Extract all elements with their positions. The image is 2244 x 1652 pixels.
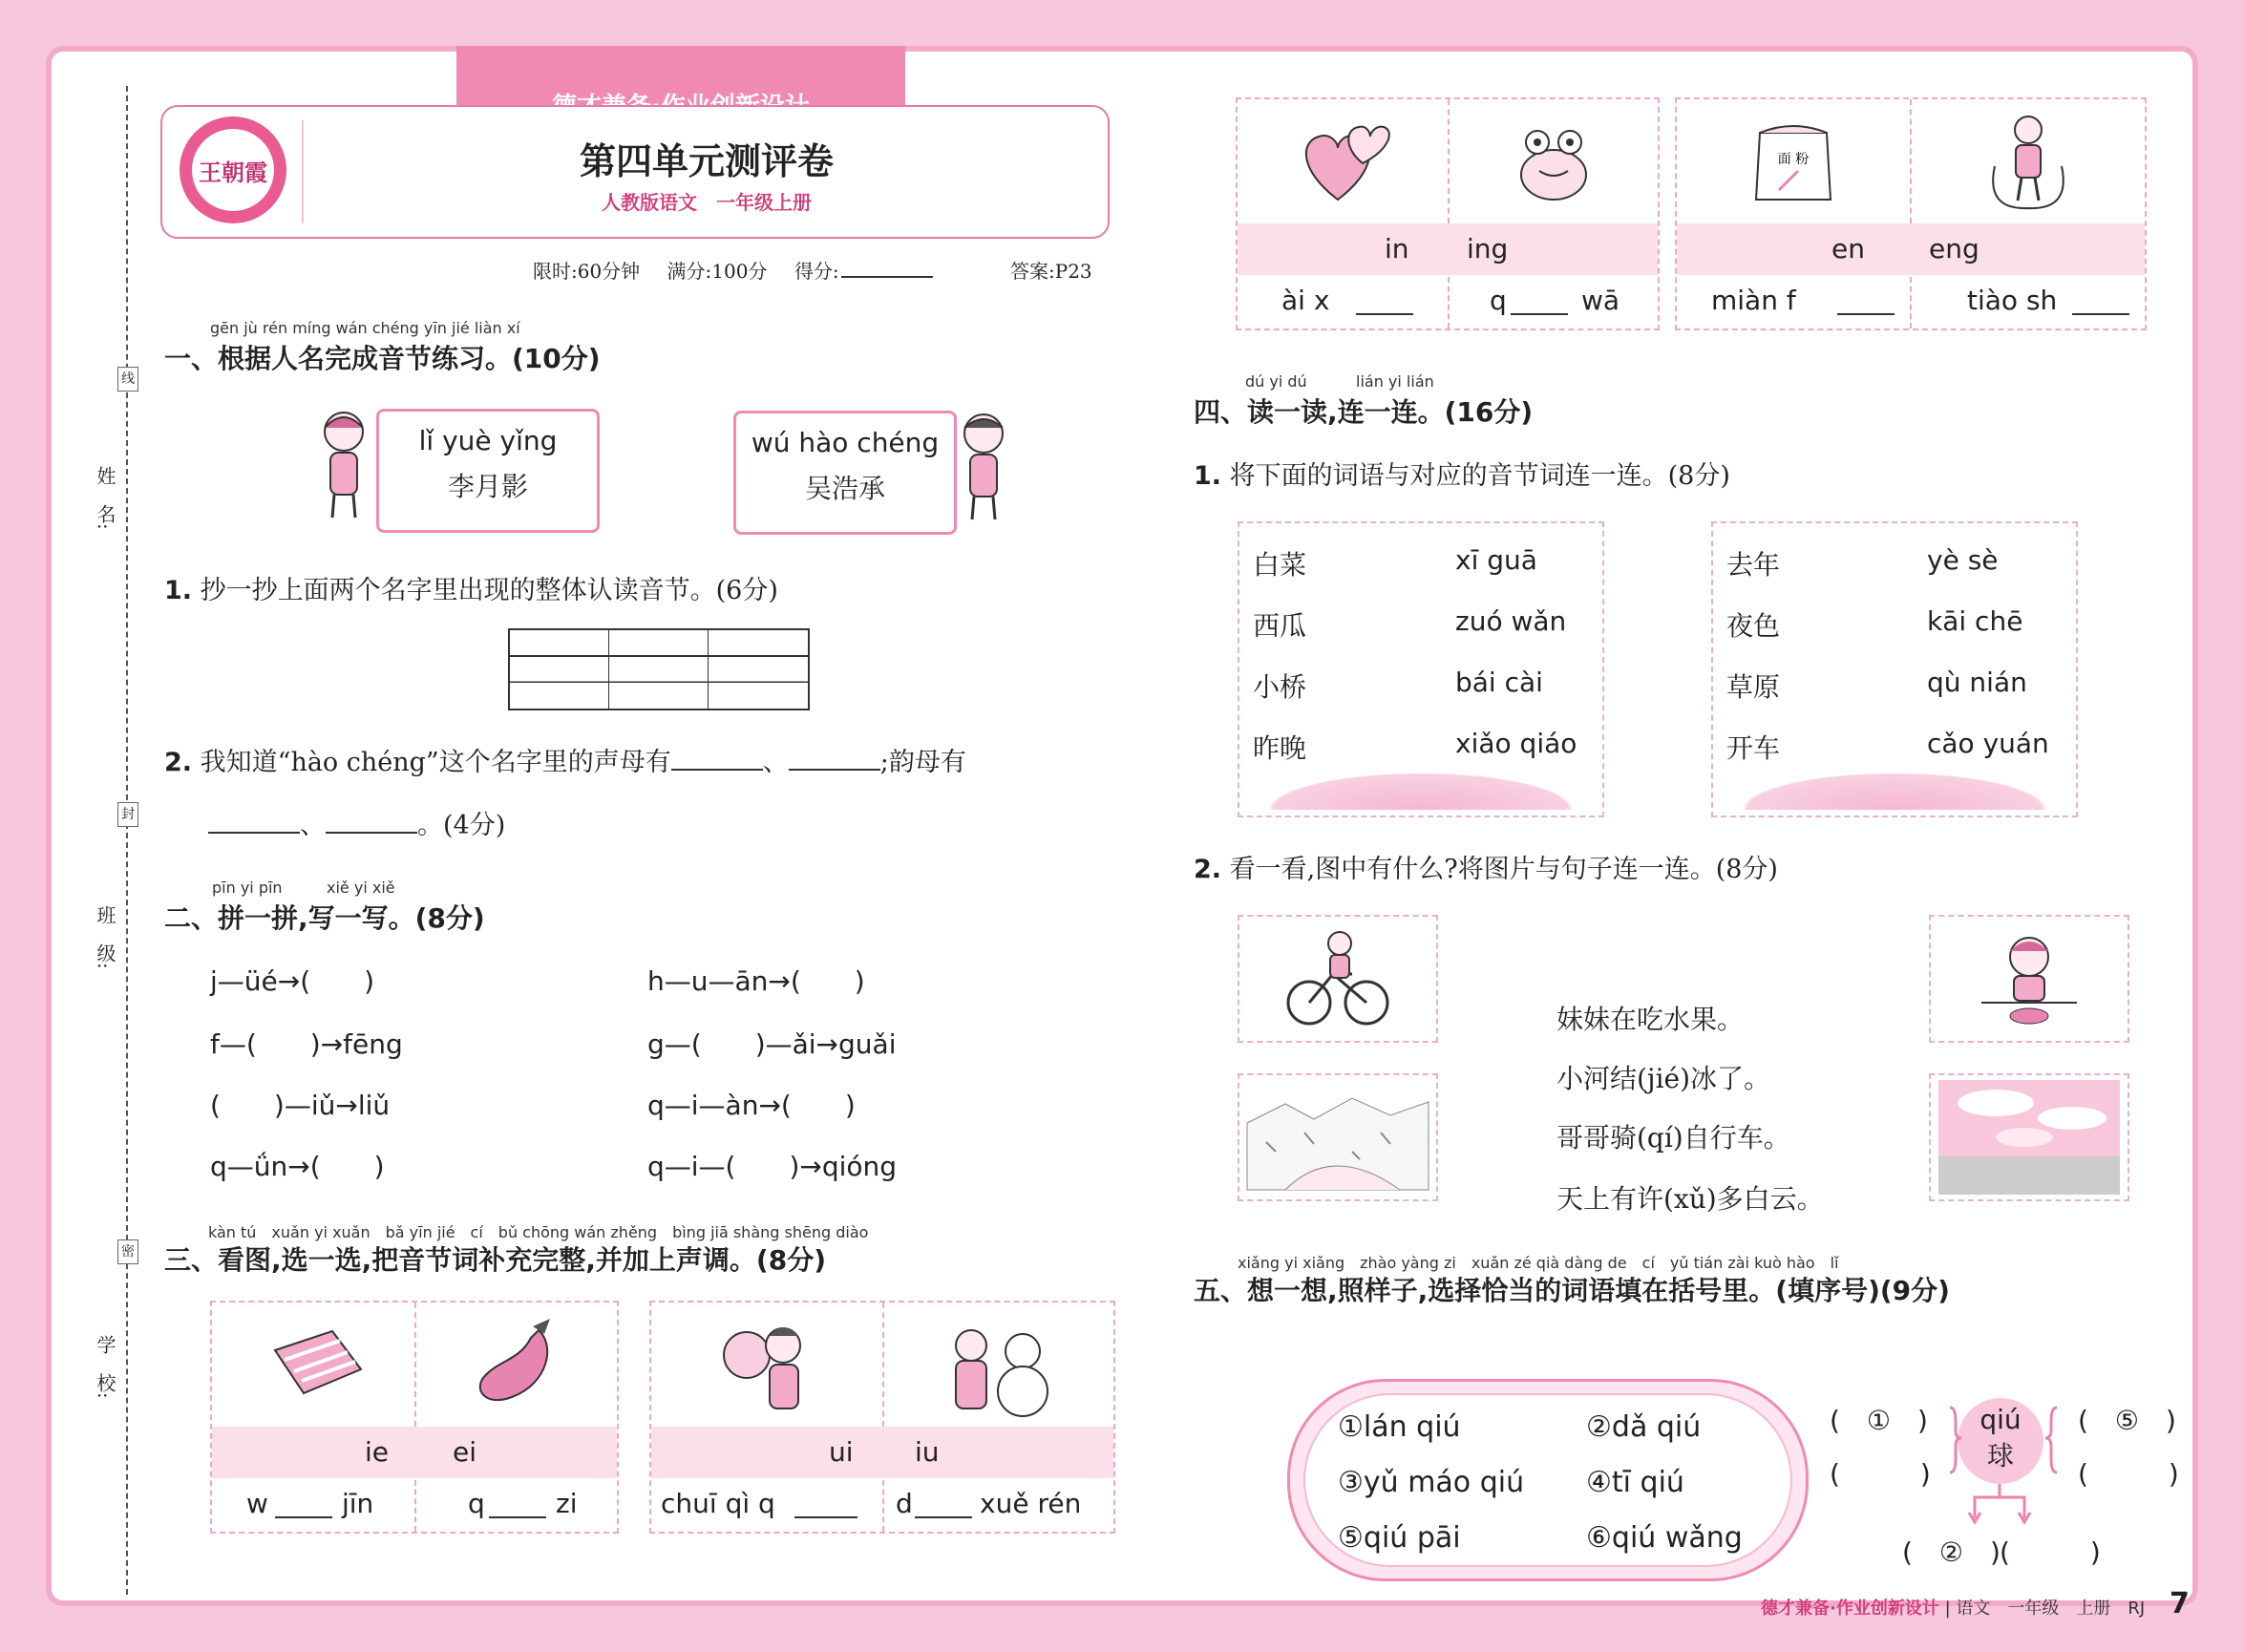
pinyin-item[interactable]: q—ǘn→( ) xyxy=(210,1151,385,1182)
logo-text: 王朝霞 xyxy=(192,129,274,211)
title-box xyxy=(160,105,1110,239)
option: ei xyxy=(453,1436,477,1468)
flour-bag-icon xyxy=(1741,114,1846,209)
snowman-icon xyxy=(937,1307,1061,1422)
word-part: q xyxy=(468,1488,485,1519)
word-pinyin[interactable]: zuó wǎn xyxy=(1455,605,1567,637)
name-hanzi: 吴浩承 xyxy=(804,473,885,504)
question-2-cont xyxy=(208,804,505,841)
grid-cell[interactable] xyxy=(709,630,808,709)
word-pinyin[interactable]: cǎo yuán xyxy=(1927,728,2049,759)
binding-mark: 封 xyxy=(117,802,138,827)
question-1 xyxy=(164,569,778,606)
section-title: 四、读一读,连一连。(16分) xyxy=(1194,396,1534,428)
footer xyxy=(1761,1595,2145,1620)
option: in xyxy=(1385,233,1409,265)
answer-blank[interactable] xyxy=(489,1488,546,1518)
separator: 、 xyxy=(300,811,326,840)
question-number: 1. xyxy=(1194,461,1222,491)
answer-blank[interactable] xyxy=(326,832,417,834)
page-subtitle: 人教版语文 一年级上册 xyxy=(602,191,812,214)
answer-blank[interactable] xyxy=(1511,285,1568,315)
word-part: jīn xyxy=(342,1488,374,1519)
section-title: 二、拼一拼,写一写。(8分) xyxy=(164,902,485,934)
grid-cell[interactable] xyxy=(609,630,709,709)
name-pinyin: lǐ yuè yǐng xyxy=(418,425,558,456)
answer-paren[interactable]: ( ) xyxy=(1830,1458,1931,1490)
girl-balloon-icon xyxy=(714,1307,819,1422)
word-part: chuī qì q xyxy=(661,1488,775,1519)
answer-blank[interactable] xyxy=(1837,285,1895,315)
name-label: 姓 名: xyxy=(94,466,116,530)
eggplant-icon xyxy=(464,1317,569,1412)
options-band xyxy=(1677,223,2145,275)
footer-brand: 德才兼备·作业创新设计 xyxy=(1761,1599,1939,1619)
binding-mark: 线 xyxy=(117,367,138,392)
section-title: 一、根据人名完成音节练习。(10分) xyxy=(164,343,601,374)
answer-blank[interactable] xyxy=(915,1488,972,1518)
word-part: wā xyxy=(1581,285,1620,316)
option[interactable]: ⑥qiú wǎng xyxy=(1586,1521,1743,1555)
section-pinyin: xiě yi xiě xyxy=(327,879,395,897)
pinyin-item[interactable]: h—u—ān→( ) xyxy=(647,965,865,997)
question-2 xyxy=(164,741,966,778)
divider xyxy=(1910,277,1912,328)
frog-picture xyxy=(1450,99,1658,223)
pinyin-item[interactable]: q—i—àn→( ) xyxy=(647,1090,856,1121)
option: ie xyxy=(365,1436,390,1468)
sentence[interactable]: 哥哥骑(qí)自行车。 xyxy=(1556,1122,1790,1154)
pinyin-item[interactable]: q—i—( )→qióng xyxy=(647,1151,898,1182)
flour-picture xyxy=(1677,99,1910,223)
grid-cell[interactable] xyxy=(510,630,609,709)
divider xyxy=(1448,277,1450,328)
section-pinyin: gēn jù rén míng wán chéng yīn jié liàn xí xyxy=(210,319,520,337)
picture-box-4 xyxy=(1675,97,2147,330)
section-pinyin: dú yi dú xyxy=(1245,372,1307,391)
question-text: 看一看,图中有什么?将图片与句子连一连。(8分) xyxy=(1229,855,1778,884)
section-pinyin: lián yi lián xyxy=(1356,372,1434,391)
connector-arrows xyxy=(1917,1392,2089,1536)
word-part: zi xyxy=(556,1488,578,1519)
full-score: 满分:100分 xyxy=(667,260,768,283)
heart-icon xyxy=(1290,114,1395,209)
towel-picture xyxy=(212,1303,414,1427)
question-4-2 xyxy=(1194,848,1778,885)
picture-box-1 xyxy=(210,1301,619,1534)
section-pinyin: kàn tú xuǎn yi xuǎn bǎ yīn jié cí bǔ chōng wán zhěng bìng jiā shàng shēng diào xyxy=(208,1223,869,1241)
options-pill xyxy=(1287,1379,1809,1581)
word-part: q xyxy=(1490,285,1507,316)
answer-blank[interactable] xyxy=(789,769,880,771)
clouds-picture[interactable] xyxy=(1929,1073,2129,1201)
question-text: 我知道“hào chéng”这个名字里的声母有 xyxy=(200,748,671,777)
flour-sign-text: 面 粉 xyxy=(1777,152,1810,167)
boy-illustration xyxy=(955,409,1012,523)
divider xyxy=(414,1480,416,1532)
pinyin-item[interactable]: j—üé→( ) xyxy=(210,965,375,997)
river-icon xyxy=(1247,1085,1429,1190)
word[interactable]: 草原 xyxy=(1726,671,1781,703)
question-number: 2. xyxy=(1194,855,1222,884)
name-card-li xyxy=(376,409,600,533)
section-title: 五、想一想,照样子,选择恰当的词语填在括号里。(填序号)(9分) xyxy=(1194,1275,1950,1306)
name-card-wu xyxy=(733,411,957,535)
word-pinyin[interactable]: xiǎo qiáo xyxy=(1455,728,1577,759)
time-limit: 限时:60分钟 xyxy=(533,260,641,283)
word-match-box-2 xyxy=(1711,521,2078,817)
question-text: 。(4分) xyxy=(417,811,506,840)
pinyin-item[interactable]: f—( )→fēng xyxy=(210,1028,403,1060)
binding-line xyxy=(126,86,128,1595)
option[interactable]: ②dǎ qiú xyxy=(1586,1410,1702,1444)
score-label: 得分: xyxy=(794,260,839,283)
word-pinyin[interactable]: bái cài xyxy=(1455,667,1543,698)
question-number: 1. xyxy=(164,576,193,605)
word-part: xuě rén xyxy=(980,1488,1082,1519)
options-band xyxy=(1238,223,1658,275)
sentence[interactable]: 天上有许(xǔ)多白云。 xyxy=(1556,1183,1824,1215)
eggplant-picture xyxy=(416,1303,617,1427)
word[interactable]: 白菜 xyxy=(1253,549,1307,581)
school-label: 学 校: xyxy=(94,1335,116,1399)
grass-decoration xyxy=(1721,768,2068,810)
answer-blank[interactable] xyxy=(275,1488,332,1518)
pinyin-item[interactable]: ( )—iǔ→liǔ xyxy=(210,1090,391,1121)
word[interactable]: 昨晚 xyxy=(1253,732,1307,764)
exam-meta xyxy=(533,256,954,284)
options-band xyxy=(651,1427,1113,1478)
girl-eating-icon xyxy=(1972,926,2086,1031)
worksheet-page xyxy=(46,46,2198,1620)
picture-box-2 xyxy=(649,1301,1115,1534)
answer-paren[interactable]: ( ) xyxy=(2000,1536,2101,1568)
bicycle-picture[interactable] xyxy=(1238,915,1438,1043)
word[interactable]: 开车 xyxy=(1726,732,1781,764)
answer-paren[interactable]: ( ) xyxy=(2078,1458,2179,1490)
score-blank[interactable] xyxy=(841,276,933,278)
option[interactable]: ③yǔ máo qiú xyxy=(1338,1466,1525,1499)
question-text: ;韵母有 xyxy=(879,748,966,777)
word-pinyin[interactable]: xī guā xyxy=(1455,544,1537,576)
hearts-picture xyxy=(1238,99,1448,223)
grass-decoration xyxy=(1247,768,1595,810)
word-pinyin[interactable]: yè sè xyxy=(1927,544,1999,576)
picture-box-3 xyxy=(1236,97,1660,330)
word-pinyin[interactable]: kāi chē xyxy=(1927,605,2023,637)
word-pinyin[interactable]: qù nián xyxy=(1927,667,2027,698)
section-pinyin: pīn yi pīn xyxy=(212,879,283,897)
word[interactable]: 去年 xyxy=(1726,549,1781,581)
snowman-picture xyxy=(884,1303,1113,1427)
jumping-picture xyxy=(1912,99,2145,223)
frozen-river-picture[interactable] xyxy=(1238,1073,1438,1201)
footer-text: | 语文 一年级 上册 RJ xyxy=(1944,1599,2146,1619)
separator: 、 xyxy=(762,748,789,777)
divider xyxy=(882,1480,884,1532)
answer-ref: 答案:P23 xyxy=(1010,260,1092,283)
girl-illustration xyxy=(315,407,372,521)
name-pinyin: wú hào chéng xyxy=(751,427,940,458)
question-text: 将下面的词语与对应的音节词连一连。(8分) xyxy=(1229,461,1730,491)
word-part: d xyxy=(896,1488,913,1519)
word[interactable]: 小桥 xyxy=(1253,671,1307,703)
eating-fruit-picture[interactable] xyxy=(1929,915,2129,1043)
pinyin-item[interactable]: g—( )—ǎi→guǎi xyxy=(647,1028,897,1060)
answer-paren[interactable]: ( ① ) xyxy=(1830,1405,1928,1436)
center-pinyin: qiú xyxy=(1979,1404,2022,1435)
center-hanzi: 球 xyxy=(1986,1440,2014,1472)
towel-icon xyxy=(256,1322,370,1408)
question-text: 抄一抄上面两个名字里出现的整体认读音节。(6分) xyxy=(200,576,778,605)
name-hanzi: 李月影 xyxy=(447,471,528,502)
clouds-icon xyxy=(1938,1080,2120,1195)
word-part: tiào sh xyxy=(1967,285,2058,316)
frog-icon xyxy=(1501,114,1606,209)
options-band xyxy=(212,1427,617,1478)
binding-mark: 密 xyxy=(117,1239,138,1264)
question-4-1 xyxy=(1194,455,1730,492)
option[interactable]: ⑤qiú pāi xyxy=(1338,1521,1461,1555)
page-number: 7 xyxy=(2170,1587,2190,1620)
option[interactable]: ①lán qiú xyxy=(1338,1410,1461,1444)
option: eng xyxy=(1929,233,1979,265)
option: ui xyxy=(829,1436,854,1468)
sentence[interactable]: 小河结(jié)冰了。 xyxy=(1556,1063,1771,1094)
logo xyxy=(180,116,286,223)
question-number: 2. xyxy=(164,748,193,777)
writing-grid[interactable] xyxy=(508,628,810,710)
word[interactable]: 西瓜 xyxy=(1253,610,1307,642)
sentence[interactable]: 妹妹在吃水果。 xyxy=(1556,1004,1745,1035)
section-pinyin: xiǎng yi xiǎng zhào yàng zi xuǎn zé qià dàng de cí yǔ tián zài kuò hào lǐ xyxy=(1238,1254,1839,1272)
jump-rope-icon xyxy=(1976,109,2081,214)
option[interactable]: ④tī qiú xyxy=(1586,1466,1684,1499)
option: ing xyxy=(1467,233,1509,265)
answer-blank[interactable] xyxy=(2072,285,2129,315)
section-title: 三、看图,选一选,把音节词补充完整,并加上声调。(8分) xyxy=(164,1244,826,1276)
balloon-girl-picture xyxy=(651,1303,882,1427)
divider xyxy=(302,120,304,223)
answer-blank[interactable] xyxy=(208,832,300,834)
word-part: w xyxy=(246,1488,268,1519)
answer-paren[interactable]: ( ② ) xyxy=(1902,1536,2001,1568)
class-label: 班 级: xyxy=(94,905,116,969)
word-part: miàn f xyxy=(1711,285,1796,316)
answer-paren[interactable]: ( ⑤ ) xyxy=(2078,1405,2176,1436)
bicycle-icon xyxy=(1281,926,1395,1031)
answer-blank[interactable] xyxy=(671,769,763,771)
page-title: 第四单元测评卷 xyxy=(579,140,834,182)
answer-blank[interactable] xyxy=(1356,285,1413,315)
option: en xyxy=(1831,233,1865,265)
option: iu xyxy=(915,1436,940,1468)
word[interactable]: 夜色 xyxy=(1726,610,1781,642)
answer-blank[interactable] xyxy=(794,1488,857,1518)
word-match-box-1 xyxy=(1238,521,1604,817)
word-part: ài x xyxy=(1281,285,1330,316)
